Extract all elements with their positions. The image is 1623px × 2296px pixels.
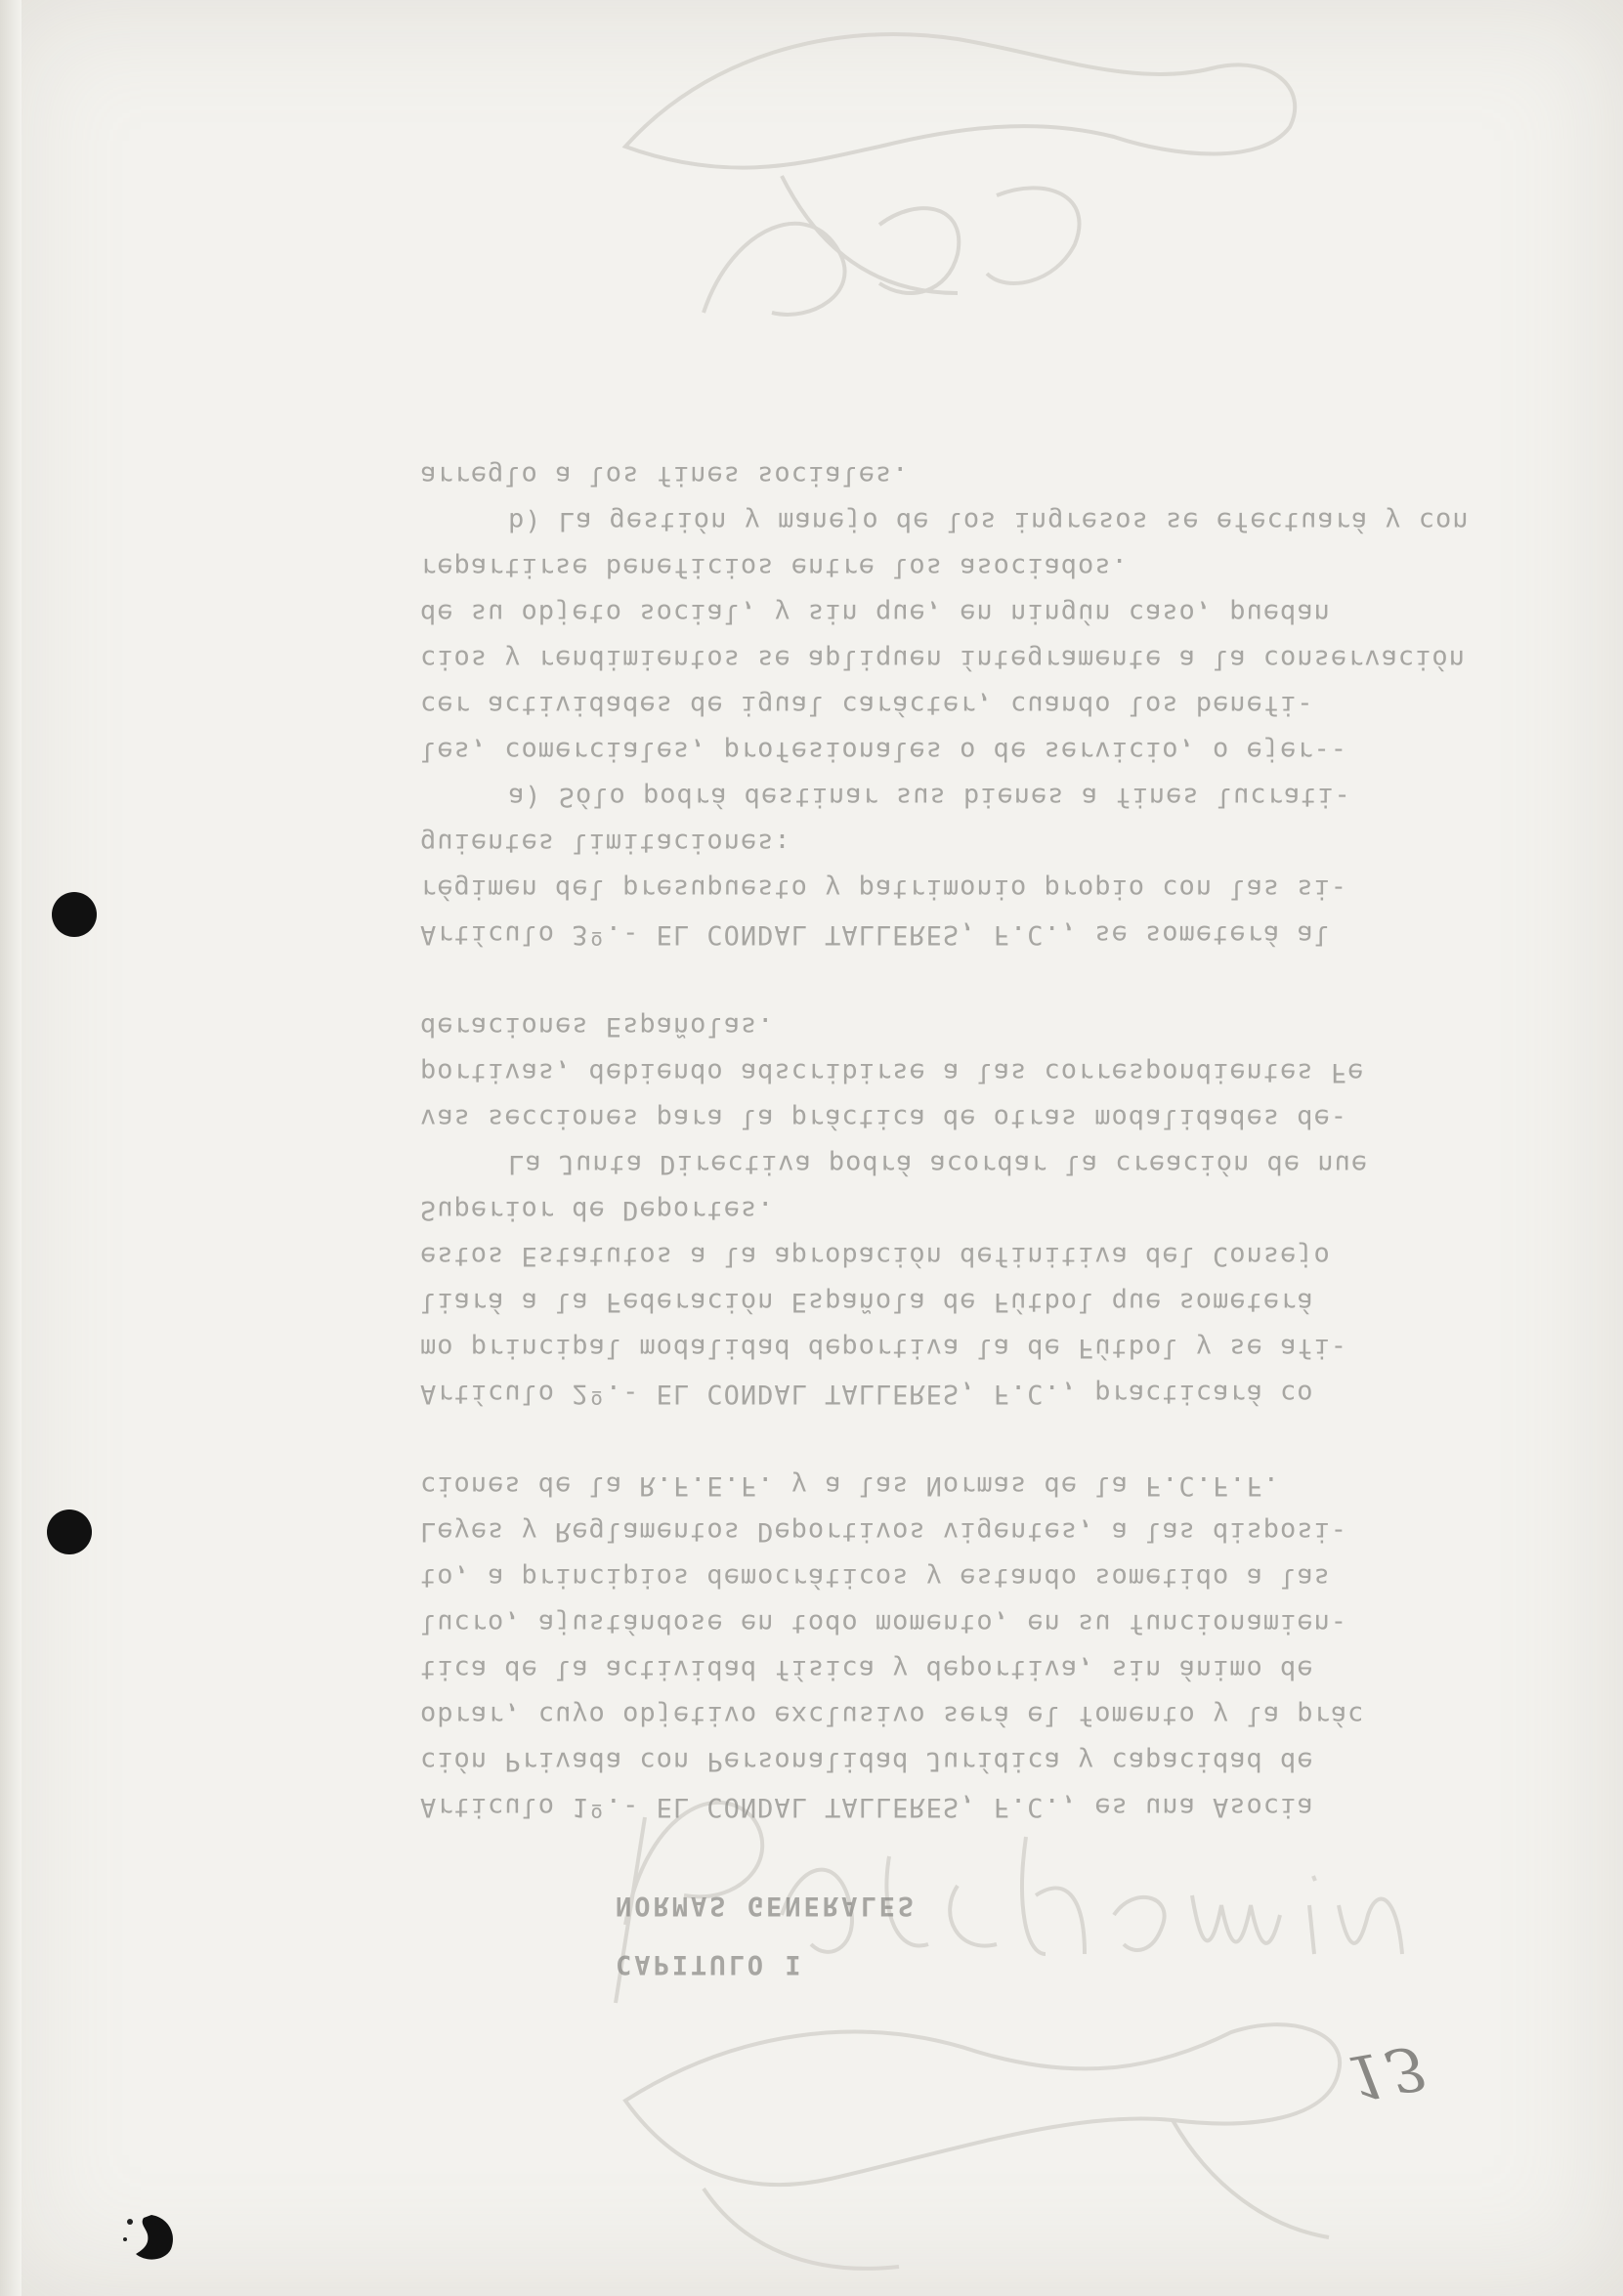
spacer xyxy=(420,957,1534,1003)
punch-hole-top xyxy=(52,892,97,937)
text-line: Articulo 1º.- EL CONDAL TALLERES, F.C., es una Asocia xyxy=(420,1792,1314,1822)
text-line: tica de la actividad física y deportiva, sin ánimo de xyxy=(420,1654,1314,1684)
text-line: a) Sólo podrá destinar sus bienes a fines lucrati- xyxy=(508,782,1351,812)
text-line: ciones de la R.F.E.F. y a las Normas de la F.C.F.F. xyxy=(420,1470,1281,1501)
text-line: lucro, ajustándose en todo momento, en su funcionamien- xyxy=(420,1608,1348,1638)
text-line: to, a principios democráticos y estando sometido a las xyxy=(420,1562,1331,1593)
chapter-heading: CAPITULO I xyxy=(616,1949,804,1979)
text-line: Superior de Deportes. xyxy=(420,1195,775,1225)
text-line: mo principal modalidad deportiva la de Fútbol y se afi- xyxy=(420,1333,1348,1363)
corner-stain-mark xyxy=(122,2210,181,2264)
handwritten-page-number: 13 xyxy=(1343,2030,1431,2115)
text-line: b) La gestión y manejo de los ingresos se efectuará y con xyxy=(508,506,1470,536)
punch-hole-bottom xyxy=(47,1509,92,1554)
text-line: de su objeto social, y sin que, en ningún caso, puedan xyxy=(420,598,1331,628)
text-line: Leyes y Reglamentos Deportivos vigentes, a las disposi- xyxy=(420,1516,1348,1547)
bleed-through-text xyxy=(420,452,1534,1993)
text-line: vas secciones para la práctica de otras modalidades de- xyxy=(420,1103,1348,1133)
text-line: Artículo 2º.- EL CONDAL TALLERES, F.C., practicará co xyxy=(420,1379,1314,1409)
text-line: deraciones Españolas. xyxy=(420,1011,775,1042)
spacer xyxy=(420,1830,1534,1876)
text-line: ción Privada con Personalidad Jurídica y capacidad de xyxy=(420,1746,1314,1776)
text-line: arreglo a los fines sociales. xyxy=(420,460,910,490)
text-line: régimen del presupuesto y patrimonio propio con las si- xyxy=(420,873,1348,904)
section-heading: NORMAS GENERALES xyxy=(616,1891,918,1921)
text-line: La Junta Directiva podrá acordar la creación de nue xyxy=(508,1149,1369,1179)
text-line: cios y rendimientos se apliquen íntegramente a la conservación xyxy=(420,644,1466,674)
text-line: guientes limitaciones: xyxy=(420,828,791,858)
text-line: portivas, debiendo adscribirse a las correspondientes Fe xyxy=(420,1057,1365,1087)
text-line: Artículo 3º.- EL CONDAL TALLERES, F.C., se someterá al xyxy=(420,919,1331,950)
spacer xyxy=(420,1417,1534,1463)
text-line: cer actividades de igual carácter, cuando los benefi- xyxy=(420,690,1314,720)
text-line: les, comerciales, profesionales o de servicio, o ejer-- xyxy=(420,736,1348,766)
text-line: repartirse beneficios entre los asociados. xyxy=(420,552,1129,582)
text-line: liará a la Federación Española de Fútbol que someterá xyxy=(420,1287,1314,1317)
text-line: obrar, cuyo objetivo exclusivo será el fomento y la prác xyxy=(420,1700,1365,1730)
text-line: estos Estatutos a la aprobación definitiva del Consejo xyxy=(420,1241,1331,1271)
page-edge-shadow xyxy=(0,0,21,2296)
